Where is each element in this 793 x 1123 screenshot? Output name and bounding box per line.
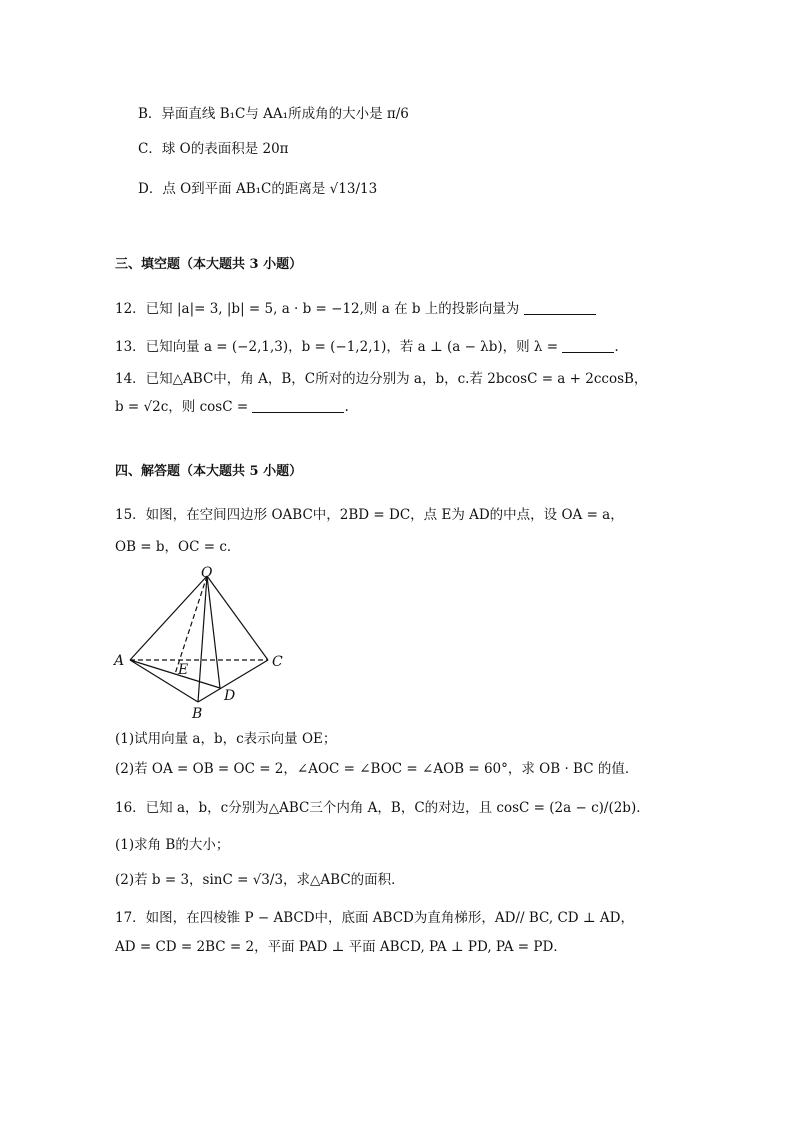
vertex-label-b: B	[192, 706, 203, 722]
section-3-title: 三、填空题（本大题共 3 小题）	[115, 257, 303, 272]
vertex-label-a: A	[114, 653, 125, 669]
question-12	[115, 300, 596, 318]
answer-blank	[252, 400, 344, 413]
question-15-line-1: 15．如图，在空间四边形 OABC中，2BD = DC，点 E为 AD的中点，设 OA = a，	[115, 507, 624, 523]
question-14-tail: .	[344, 399, 349, 415]
vertex-label-d: D	[224, 688, 236, 704]
question-15-part-1: (1)试用向量 a，b，c表示向量 OE；	[115, 731, 337, 747]
tetrahedron-figure	[108, 562, 298, 722]
question-14-line-1: 14．已知△ABC中，角 A，B，C所对的边分别为 a，b，c.若 2bcosC = a + 2ccosB，	[115, 371, 648, 387]
question-16-part-1: (1)求角 B的大小；	[115, 837, 230, 853]
option-b: B．异面直线 B₁C与 AA₁所成角的大小是 π/6	[138, 106, 409, 122]
question-16-line-1: 16．已知 a，b，c分别为△ABC三个内角 A，B，C的对边，且 cosC = (2a − c)/(2b)．	[115, 800, 650, 816]
option-c: C．球 O的表面积是 20π	[138, 141, 289, 157]
question-14-text: b = √2c，则 cosC =	[115, 399, 249, 415]
section-4-title: 四、解答题（本大题共 5 小题）	[115, 464, 303, 479]
question-15-line-2: OB = b，OC = c．	[115, 539, 241, 555]
point-label-e: E	[178, 662, 189, 678]
question-14-line-2	[115, 398, 349, 416]
question-12-text: 12．已知 |a|= 3, |b| = 5, a · b = −12,则 a 在 b 上的投影向量为	[115, 301, 520, 317]
option-d: D．点 O到平面 AB₁C的距离是 √13/13	[138, 181, 378, 197]
question-17-line-1: 17．如图，在四棱锥 P − ABCD中，底面 ABCD为直角梯形，AD// BC, CD ⊥ AD，	[115, 910, 634, 926]
answer-blank	[562, 340, 614, 353]
question-15-part-2: (2)若 OA = OB = OC = 2，∠AOC = ∠BOC = ∠AOB = 60°，求 OB · BC 的值．	[115, 761, 639, 777]
question-17-line-2: AD = CD = 2BC = 2，平面 PAD ⊥ 平面 ABCD, PA ⊥ PD, PA = PD．	[115, 939, 567, 955]
vertex-label-o: O	[201, 565, 213, 581]
question-13-text: 13．已知向量 a = (−2,1,3)，b = (−1,2,1)，若 a ⊥ (a − λb)，则 λ =	[115, 339, 559, 355]
question-13	[115, 338, 619, 356]
question-16-part-2: (2)若 b = 3，sinC = √3/3，求△ABC的面积．	[115, 872, 405, 888]
vertex-label-c: C	[272, 654, 283, 670]
answer-blank	[524, 302, 596, 315]
question-13-tail: .	[614, 339, 619, 355]
